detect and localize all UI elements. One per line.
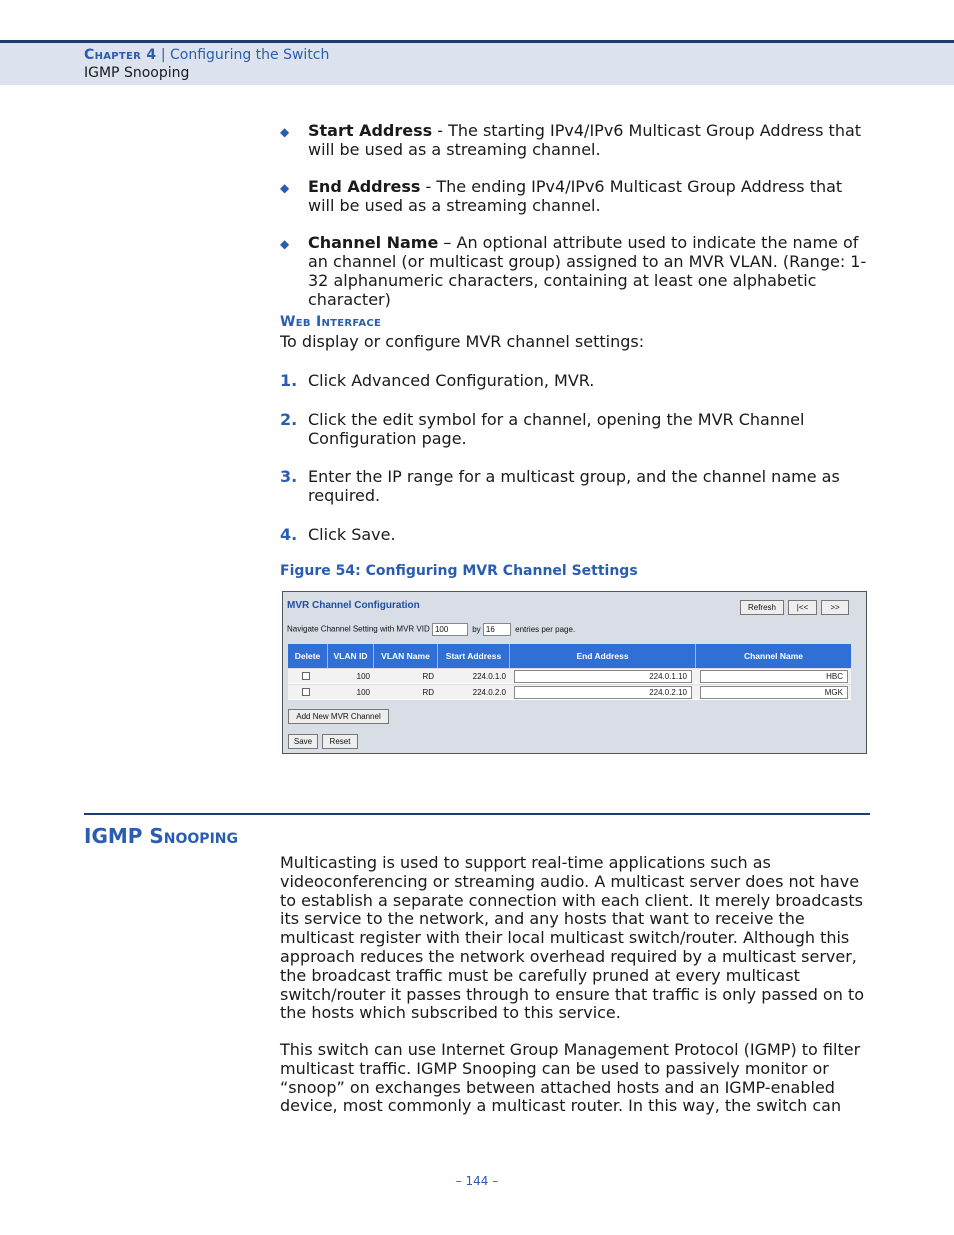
bullet-channel-name [280,233,870,309]
bullet-text: – An optional attribute used to indicate the name of an channel (or multicast group) assigned to an MVR VLAN. (Range: 1-32 alphanumeric characters, containing at least one alphabetic character) [308,233,867,309]
col-vlan-name: VLAN Name [374,644,438,668]
page-number: – 144 – [455,1174,499,1188]
delete-checkbox[interactable] [302,688,310,696]
bullet-end-address [280,177,870,215]
diamond-bullet-icon: ◆ [280,237,290,251]
section-divider [84,813,870,815]
navigate-row [287,623,575,636]
table-header-row [288,644,851,668]
by-label: by [472,624,481,634]
refresh-button[interactable]: Refresh [740,600,784,615]
header-section: IGMP Snooping [84,65,190,81]
bullet-term: Start Address [308,121,433,140]
entries-per-page-input[interactable]: 16 [483,623,511,636]
mvr-channel-figure [282,591,867,754]
table-row [288,685,851,700]
vlan-name-cell: RD [422,672,434,681]
section-title: IGMP Snooping [84,824,238,848]
vlan-name-cell: RD [422,688,434,697]
add-new-mvr-channel-button[interactable]: Add New MVR Channel [288,709,389,724]
figure-caption: Figure 54: Configuring MVR Channel Settings [280,563,638,579]
bullet-text: - The ending IPv4/IPv6 Multicast Group Address that will be used as a streaming channel. [308,177,843,215]
step-number: 1. [280,371,298,390]
navigate-label: Navigate Channel Setting with MVR VID [287,624,430,634]
channel-name-input[interactable]: MGK [700,686,848,699]
col-end-address: End Address [510,644,696,668]
header-chapter-title: Configuring the Switch [170,47,330,63]
end-address-input[interactable]: 224.0.1.10 [514,670,692,683]
step-number: 3. [280,467,298,486]
header-separator: | [160,47,166,63]
step-number: 2. [280,410,298,429]
col-start-address: Start Address [438,644,510,668]
col-delete: Delete [288,644,328,668]
step-3 [280,467,870,505]
first-page-button[interactable]: |<< [788,600,817,615]
web-interface-heading: Web Interface [280,314,382,330]
paragraph: Multicasting is used to support real-time applications such as videoconferencing or streaming audio. A multicast server does not have to establish a separate connection with each client. It merely broadcasts its service to the network, and any hosts that want to receive the multicast register with their local multicast switch/router. Although this approach reduces the network overhead required by a multicast server, the broadcast traffic must be carefully pruned at every multicast switch/router it passes through to ensure that traffic is only passed on to the hosts which subscribed to this service. [280,853,865,1023]
table-row [288,669,851,684]
header-chapter: Chapter 4 [84,47,157,63]
step-text: Click Save. [308,525,396,544]
bullet-text: - The starting IPv4/IPv6 Multicast Group Address that will be used as a streaming channel. [308,121,862,159]
step-2 [280,410,870,448]
end-address-input[interactable]: 224.0.2.10 [514,686,692,699]
vlan-id-cell: 100 [356,688,370,697]
bullet-term: End Address [308,177,421,196]
step-text: Enter the IP range for a multicast group, and the channel name as required. [308,467,840,505]
reset-button[interactable]: Reset [322,734,358,749]
save-button[interactable]: Save [288,734,318,749]
start-address-cell: 224.0.2.0 [472,688,506,697]
page-header [0,40,954,85]
bullet-start-address [280,121,870,159]
paragraph: This switch can use Internet Group Management Protocol (IGMP) to filter multicast traffic. IGMP Snooping can be used to passively monitor or “snoop” on exchanges between attached hosts and an IGMP-enabled device, most commonly a multicast router. In this way, the switch can [280,1040,861,1116]
channel-name-input[interactable]: HBC [700,670,848,683]
figure-panel-title: MVR Channel Configuration [287,600,420,611]
step-1 [280,371,870,390]
step-text: Click Advanced Configuration, MVR. [308,371,595,390]
web-interface-intro: To display or configure MVR channel settings: [280,332,645,351]
vlan-id-cell: 100 [356,672,370,681]
diamond-bullet-icon: ◆ [280,125,290,139]
step-number: 4. [280,525,298,544]
step-4 [280,525,870,544]
col-vlan-id: VLAN ID [328,644,374,668]
next-page-button[interactable]: >> [821,600,849,615]
header-chapter-line [84,47,329,63]
mvr-vid-input[interactable]: 100 [432,623,468,636]
delete-checkbox[interactable] [302,672,310,680]
bullet-term: Channel Name [308,233,439,252]
entries-per-page-label: entries per page. [515,624,576,634]
step-text: Click the edit symbol for a channel, opening the MVR Channel Configuration page. [308,410,805,448]
col-channel-name: Channel Name [743,651,804,661]
diamond-bullet-icon: ◆ [280,181,290,195]
start-address-cell: 224.0.1.0 [472,672,506,681]
